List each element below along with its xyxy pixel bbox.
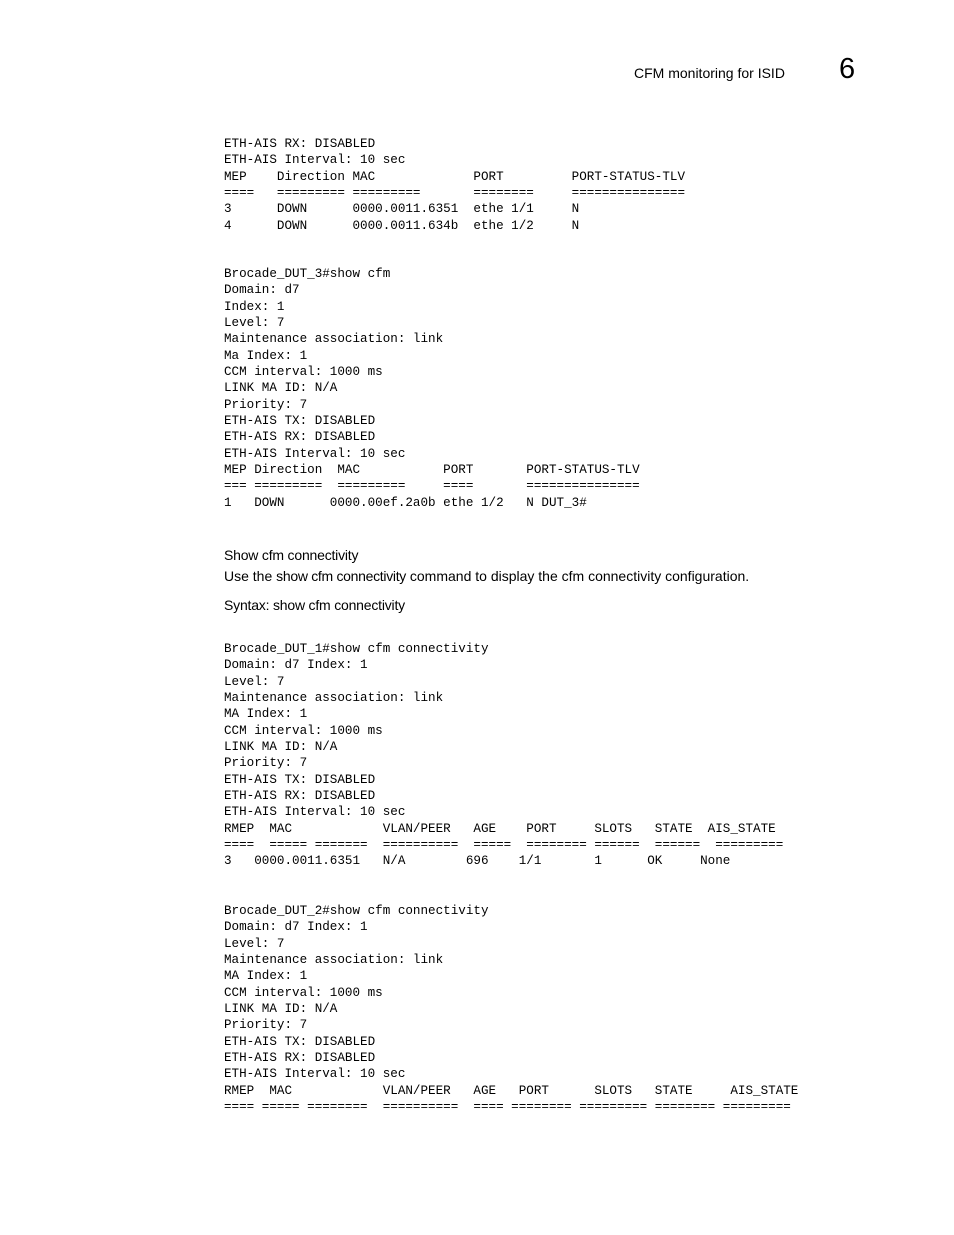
description-prefix: Use the: [224, 568, 277, 584]
code-line: ETH-AIS Interval: 10 sec: [224, 1067, 406, 1082]
code-line: 4 DOWN 0000.0011.634b ethe 1/2 N: [224, 218, 580, 233]
code-line: LINK MA ID: N/A: [224, 740, 338, 755]
code-line: Domain: d7 Index: 1: [224, 658, 368, 673]
section-description: [224, 568, 749, 584]
code-line: LINK MA ID: N/A: [224, 381, 338, 396]
code-line: ETH-AIS Interval: 10 sec: [224, 805, 406, 820]
cli-output-block-4: [224, 903, 798, 1115]
code-line: ETH-AIS RX: DISABLED: [224, 1051, 376, 1066]
code-line: CCM interval: 1000 ms: [224, 723, 383, 738]
code-line: === ========= ========= ==== ===============: [224, 479, 640, 494]
code-line: ==== ========= ========= ======== ===============: [224, 186, 686, 201]
code-line: MA Index: 1: [224, 707, 308, 722]
code-line: Maintenance association: link: [224, 691, 444, 706]
code-line: Priority: 7: [224, 756, 308, 771]
code-line: Level: 7: [224, 936, 285, 951]
code-line: ==== ===== ======= ========== ===== ======== ====== ====== =========: [224, 838, 784, 853]
syntax-line: Syntax: show cfm connectivity: [224, 597, 405, 613]
code-line: ETH-AIS Interval: 10 sec: [224, 153, 406, 168]
code-line: Domain: d7: [224, 283, 300, 298]
code-line: ETH-AIS TX: DISABLED: [224, 414, 376, 429]
section-heading: Show cfm connectivity: [224, 547, 359, 563]
code-line: Brocade_DUT_2#show cfm connectivity: [224, 904, 489, 918]
cli-output-block-2: [224, 266, 640, 511]
code-line: 1 DOWN 0000.00ef.2a0b ethe 1/2 N DUT_3#: [224, 495, 587, 510]
code-line: Priority: 7: [224, 1018, 308, 1033]
code-line: ETH-AIS Interval: 10 sec: [224, 446, 406, 461]
cli-output-block-3: [224, 641, 783, 870]
code-line: 3 DOWN 0000.0011.6351 ethe 1/1 N: [224, 202, 580, 217]
code-line: Level: 7: [224, 674, 285, 689]
code-line: Brocade_DUT_3#show cfm: [224, 267, 391, 281]
code-line: Level: 7: [224, 316, 285, 331]
code-line: 3 0000.0011.6351 N/A 696 1/1 1 OK None: [224, 854, 731, 869]
code-line: MEP Direction MAC PORT PORT-STATUS-TLV: [224, 169, 686, 184]
code-line: MEP Direction MAC PORT PORT-STATUS-TLV: [224, 463, 640, 478]
chapter-number: 6: [839, 53, 856, 85]
code-line: Index: 1: [224, 299, 285, 314]
code-line: Maintenance association: link: [224, 953, 444, 968]
code-line: Priority: 7: [224, 397, 308, 412]
code-line: ==== ===== ======== ========== ==== ======== ========= ======== =========: [224, 1100, 791, 1115]
code-line: Ma Index: 1: [224, 348, 308, 363]
code-line: Domain: d7 Index: 1: [224, 920, 368, 935]
code-line: MA Index: 1: [224, 969, 308, 984]
code-line: Brocade_DUT_1#show cfm connectivity: [224, 642, 489, 656]
description-command: show cfm connectivity: [276, 568, 406, 584]
code-line: ETH-AIS TX: DISABLED: [224, 772, 376, 787]
running-header-title: CFM monitoring for ISID: [634, 65, 785, 81]
description-suffix: command to display the cfm connectivity configuration.: [406, 568, 750, 584]
code-line: RMEP MAC VLAN/PEER AGE PORT SLOTS STATE AIS_STATE: [224, 1083, 799, 1098]
code-line: ETH-AIS RX: DISABLED: [224, 430, 376, 445]
code-line: Maintenance association: link: [224, 332, 444, 347]
code-line: CCM interval: 1000 ms: [224, 985, 383, 1000]
code-line: CCM interval: 1000 ms: [224, 365, 383, 380]
code-line: ETH-AIS RX: DISABLED: [224, 789, 376, 804]
code-line: RMEP MAC VLAN/PEER AGE PORT SLOTS STATE AIS_STATE: [224, 821, 776, 836]
code-line: LINK MA ID: N/A: [224, 1002, 338, 1017]
cli-output-block-1: [224, 136, 685, 234]
code-line: ETH-AIS RX: DISABLED: [224, 137, 376, 151]
code-line: ETH-AIS TX: DISABLED: [224, 1034, 376, 1049]
